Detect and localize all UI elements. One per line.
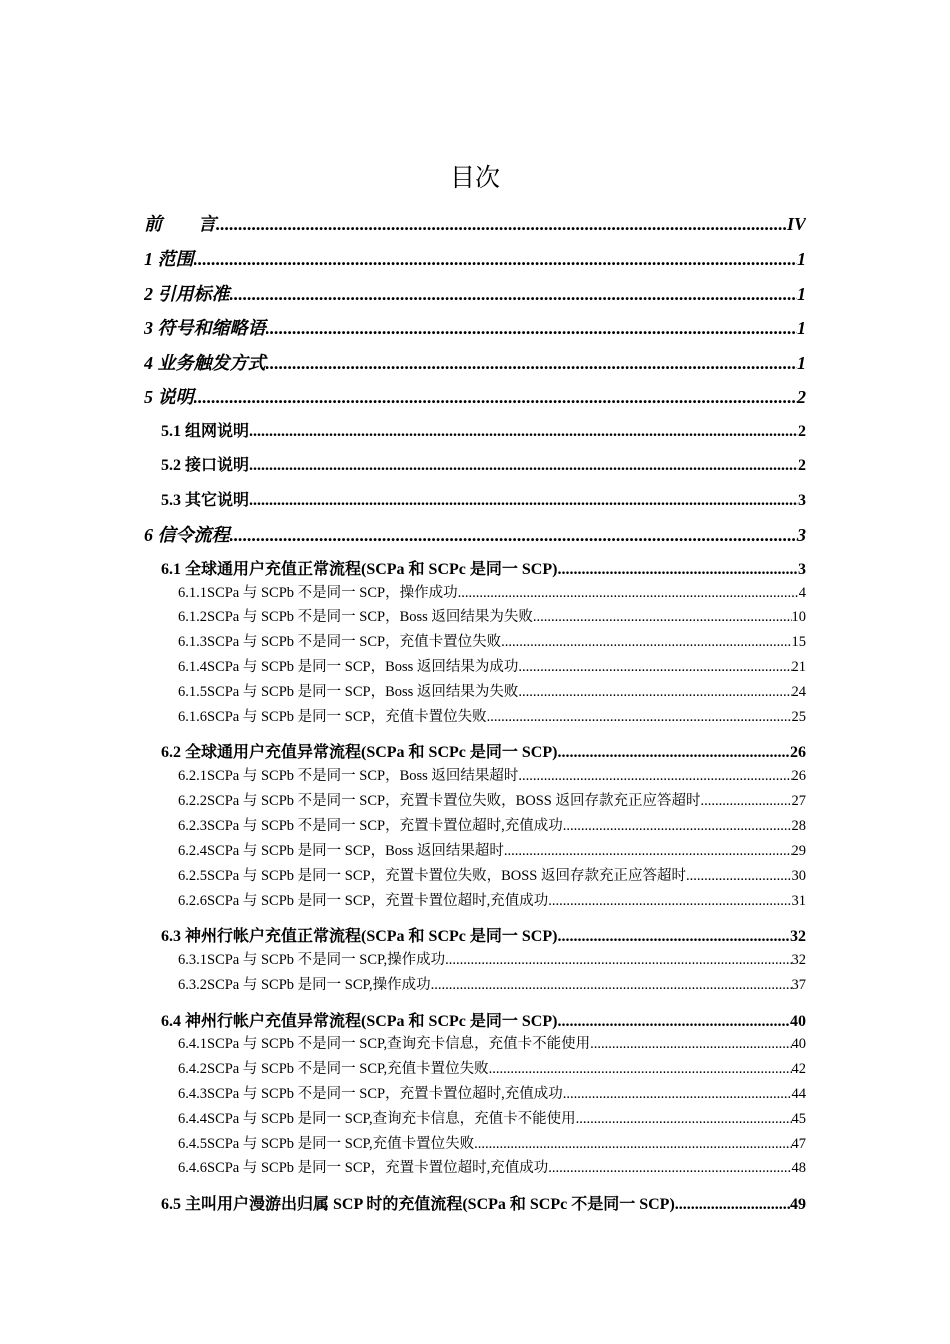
toc-leader-dots	[474, 1136, 791, 1153]
toc-leader-dots	[548, 1160, 791, 1177]
toc-entry-page-number: 3	[798, 492, 806, 509]
toc-entry-level-3[interactable]	[178, 973, 806, 994]
toc-entry-page-number: 31	[791, 893, 806, 909]
toc-entry-label: 5.2 接口说明	[161, 457, 250, 474]
toc-leader-dots	[194, 387, 798, 408]
toc-entry-page-number: 15	[791, 634, 806, 650]
toc-leader-dots	[230, 525, 798, 546]
toc-entry-page-number: 24	[791, 684, 806, 700]
toc-entry-page-number: 26	[791, 768, 806, 784]
toc-entry-label: 2 引用标准	[144, 284, 230, 304]
toc-leader-dots	[518, 768, 791, 785]
toc-entry-level-3[interactable]	[178, 789, 806, 810]
toc-entry-page-number: 29	[791, 843, 806, 859]
toc-entry-label: 6.4.1SCPa 与 SCPb 不是同一 SCP,查询充卡信息，充值卡不能使用	[178, 1036, 591, 1052]
toc-entry-level-3[interactable]	[178, 1132, 806, 1153]
toc-leader-dots	[249, 492, 798, 510]
toc-entry-level-3[interactable]	[178, 1032, 806, 1053]
toc-leader-dots	[557, 744, 790, 762]
toc-entry-label: 6.3 神州行帐户充值正常流程(SCPa 和 SCPc 是同一 SCP)	[161, 928, 558, 945]
toc-leader-dots	[230, 284, 798, 305]
toc-entry-page-number: 44	[791, 1086, 806, 1102]
toc-entry-label: 6.4.6SCPa 与 SCPb 是同一 SCP，充置卡置位超时,充值成功	[178, 1160, 549, 1176]
toc-entry-page-number: 32	[791, 952, 806, 968]
toc-entry-page-number: 48	[791, 1160, 806, 1176]
toc-entry-level-1[interactable]	[144, 210, 806, 236]
toc-entry-label: 6.4.3SCPa 与 SCPb 不是同一 SCP，充置卡置位超时,充值成功	[178, 1086, 563, 1102]
toc-leader-dots	[266, 318, 798, 339]
toc-entry-label: 前 言	[144, 214, 216, 234]
toc-entry-label: 6.2.3SCPa 与 SCPb 不是同一 SCP，充置卡置位超时,充值成功	[178, 818, 563, 834]
toc-entry-page-number: 30	[791, 868, 806, 884]
toc-entry-label: 6.4.2SCPa 与 SCPb 不是同一 SCP,充值卡置位失败	[178, 1061, 489, 1077]
toc-entry-label: 6.2.2SCPa 与 SCPb 不是同一 SCP，充置卡置位失败，BOSS 返回存款充正应答超时	[178, 793, 701, 809]
toc-entry-level-3[interactable]	[178, 814, 806, 835]
page-title: 目次	[449, 163, 500, 192]
toc-entry-page-number: 3	[798, 561, 806, 578]
toc-leader-dots	[431, 977, 792, 994]
toc-entry-page-number: 45	[791, 1111, 806, 1127]
toc-leader-dots	[445, 952, 791, 969]
toc-entry-label: 5 说明	[144, 387, 194, 407]
toc-entry-page-number: 40	[790, 1013, 806, 1030]
toc-entry-label: 6.1.1SCPa 与 SCPb 不是同一 SCP，操作成功	[178, 585, 458, 601]
toc-leader-dots	[216, 214, 787, 235]
toc-entry-label: 6.1.3SCPa 与 SCPb 不是同一 SCP，充值卡置位失败	[178, 634, 502, 650]
toc-leader-dots	[590, 1036, 791, 1053]
toc-entry-page-number: IV	[786, 214, 806, 234]
toc-entry-label: 4 业务触发方式	[144, 353, 266, 373]
toc-entry-page-number: 10	[791, 609, 806, 625]
toc-entry-label: 6.1.6SCPa 与 SCPb 是同一 SCP，充值卡置位失败	[178, 709, 487, 725]
toc-entry-level-3[interactable]	[178, 1107, 806, 1128]
toc-entry-label: 6.4 神州行帐户充值异常流程(SCPa 和 SCPc 是同一 SCP)	[161, 1013, 558, 1030]
toc-entry-label: 6.1.2SCPa 与 SCPb 不是同一 SCP，Boss 返回结果为失败	[178, 609, 533, 625]
toc-leader-dots	[576, 1111, 792, 1128]
toc-leader-dots	[557, 928, 790, 946]
toc-entry-level-3[interactable]	[178, 948, 806, 969]
toc-entry-level-3[interactable]	[178, 839, 806, 860]
toc-entry-label: 6.2.5SCPa 与 SCPb 是同一 SCP，充置卡置位失败，BOSS 返回存款充正应答超时	[178, 868, 686, 884]
toc-entry-page-number: 27	[791, 793, 806, 809]
toc-entry-level-3[interactable]	[178, 605, 806, 626]
toc-entry-page-number: 3	[797, 525, 806, 545]
toc-entry-label: 5.1 组网说明	[161, 423, 250, 440]
toc-entry-page-number: 1	[797, 318, 806, 338]
toc-entry-label: 6.1.5SCPa 与 SCPb 是同一 SCP，Boss 返回结果为失败	[178, 684, 519, 700]
toc-leader-dots	[266, 353, 798, 374]
toc-entry-level-3[interactable]	[178, 889, 806, 910]
toc-entry-level-3[interactable]	[178, 630, 806, 651]
toc-leader-dots	[249, 423, 798, 441]
toc-entry-level-3[interactable]	[178, 1082, 806, 1103]
toc-entry-page-number: 21	[791, 659, 806, 675]
toc-entry-page-number: 26	[790, 744, 806, 761]
toc-leader-dots	[194, 249, 798, 270]
toc-leader-dots	[504, 843, 792, 860]
toc-leader-dots	[518, 684, 791, 701]
toc-leader-dots	[557, 561, 798, 579]
toc-entry-level-1[interactable]	[144, 280, 806, 306]
toc-entry-level-1[interactable]	[144, 383, 806, 409]
toc-leader-dots	[700, 793, 791, 810]
toc-entry-page-number: 37	[791, 977, 806, 993]
toc-leader-dots	[249, 457, 798, 475]
toc-entry-page-number: 2	[798, 423, 806, 440]
toc-entry-level-1[interactable]	[144, 245, 806, 271]
toc-entry-page-number: 32	[790, 928, 806, 945]
toc-entry-level-1[interactable]	[144, 521, 806, 547]
toc-entry-label: 6.2 全球通用户充值异常流程(SCPa 和 SCPc 是同一 SCP)	[161, 744, 558, 761]
toc-entry-page-number: 4	[798, 585, 806, 601]
toc-entry-level-3[interactable]	[178, 1156, 806, 1177]
toc-entry-label: 6.1.4SCPa 与 SCPb 是同一 SCP，Boss 返回结果为成功	[178, 659, 519, 675]
toc-entry-label: 6.3.2SCPa 与 SCPb 是同一 SCP,操作成功	[178, 977, 431, 993]
toc-entry-page-number: 2	[797, 387, 806, 407]
toc-entry-level-3[interactable]	[178, 581, 806, 602]
toc-entry-level-2[interactable]	[161, 1191, 806, 1214]
toc-entry-level-2[interactable]	[161, 452, 806, 475]
toc-leader-dots	[563, 818, 792, 835]
toc-entry-level-3[interactable]	[178, 1057, 806, 1078]
toc-entry-page-number: 25	[791, 709, 806, 725]
toc-entry-label: 6.4.5SCPa 与 SCPb 是同一 SCP,充值卡置位失败	[178, 1136, 475, 1152]
toc-entry-level-1[interactable]	[144, 314, 806, 340]
toc-leader-dots	[487, 709, 792, 726]
toc-leader-dots	[458, 585, 799, 602]
toc-entry-label: 6.2.1SCPa 与 SCPb 不是同一 SCP，Boss 返回结果超时	[178, 768, 519, 784]
toc-entry-page-number: 49	[790, 1196, 806, 1213]
toc-entry-level-2[interactable]	[161, 487, 806, 510]
toc-entry-page-number: 1	[797, 284, 806, 304]
toc-entry-level-3[interactable]	[178, 680, 806, 701]
toc-entry-level-2[interactable]	[161, 418, 806, 441]
toc-entry-level-2[interactable]	[161, 739, 806, 762]
toc-leader-dots	[563, 1086, 792, 1103]
toc-entry-page-number: 1	[797, 249, 806, 269]
toc-leader-dots	[518, 659, 791, 676]
toc-entry-level-2[interactable]	[161, 556, 806, 579]
toc-leader-dots	[548, 893, 791, 910]
toc-entry-level-3[interactable]	[178, 864, 806, 885]
toc-entry-level-3[interactable]	[178, 655, 806, 676]
toc-leader-dots	[501, 634, 791, 651]
toc-entry-page-number: 40	[791, 1036, 806, 1052]
toc-entry-level-2[interactable]	[161, 1008, 806, 1031]
toc-entry-level-2[interactable]	[161, 923, 806, 946]
toc-entry-page-number: 2	[798, 457, 806, 474]
toc-entry-page-number: 1	[797, 353, 806, 373]
toc-entry-page-number: 28	[791, 818, 806, 834]
toc-entry-label: 6.2.6SCPa 与 SCPb 是同一 SCP，充置卡置位超时,充值成功	[178, 893, 549, 909]
toc-leader-dots	[489, 1061, 792, 1078]
toc-entry-label: 5.3 其它说明	[161, 492, 250, 509]
toc-entry-label: 6.1 全球通用户充值正常流程(SCPa 和 SCPc 是同一 SCP)	[161, 561, 558, 578]
toc-leader-dots	[533, 609, 792, 626]
toc-entry-label: 6.4.4SCPa 与 SCPb 是同一 SCP,查询充卡信息，充值卡不能使用	[178, 1111, 576, 1127]
toc-entry-page-number: 47	[791, 1136, 806, 1152]
toc-entry-label: 1 范围	[144, 249, 194, 269]
toc-leader-dots	[557, 1013, 790, 1031]
toc-entry-label: 6.5 主叫用户漫游出归属 SCP 时的充值流程(SCPa 和 SCPc 不是同一 SCP)	[161, 1196, 675, 1213]
toc-entry-label: 6.2.4SCPa 与 SCPb 是同一 SCP，Boss 返回结果超时	[178, 843, 504, 859]
toc-entry-label: 6 信令流程	[144, 525, 230, 545]
toc-entry-level-3[interactable]	[178, 705, 806, 726]
toc-entry-label: 6.3.1SCPa 与 SCPb 不是同一 SCP,操作成功	[178, 952, 446, 968]
toc-leader-dots	[675, 1196, 790, 1214]
toc-leader-dots	[686, 868, 792, 885]
toc-entry-page-number: 42	[791, 1061, 806, 1077]
toc-entry-level-1[interactable]	[144, 349, 806, 375]
toc-entry-label: 3 符号和缩略语	[144, 318, 266, 338]
toc-entry-level-3[interactable]	[178, 764, 806, 785]
